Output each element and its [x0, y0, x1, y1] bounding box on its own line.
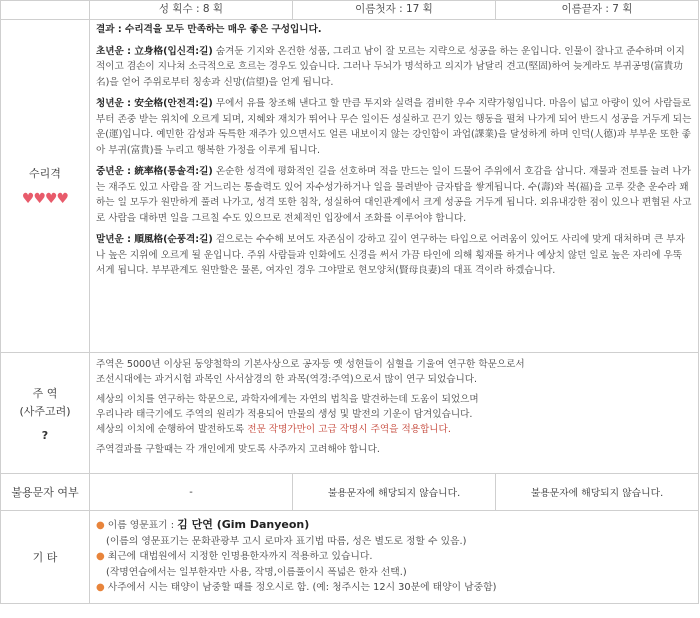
juyeok-label: 주 역: [32, 386, 58, 400]
juyeok-line-2: 조선시대에는 과거시험 과목인 사서삼경의 한 과목(역경:주역)으로서 많이 연구 되었습니다.: [96, 374, 478, 385]
juyeok-line-5a: 세상의 이치에 순행하여 발전하도록: [96, 424, 248, 435]
juyeok-row: [1, 353, 699, 474]
help-icon[interactable]: ?: [41, 428, 49, 442]
fortune-early: [96, 44, 693, 91]
fortune-late: [96, 232, 693, 279]
juyeok-line-5: [96, 422, 693, 437]
bullet-icon: ●: [96, 520, 105, 531]
gita-item-hanja: [96, 549, 692, 565]
gita-item-romanization: [96, 517, 692, 534]
juyeok-highlight: 전문 작명가만이 고급 작명시 주역을 적용합니다.: [247, 424, 451, 435]
juyeok-content: [90, 353, 699, 474]
hanja-note: (작명연습에서는 일부한자만 사용, 작명,이름풀이시 폭넓은 한자 선택.): [106, 566, 407, 578]
suri-result: 결과 : 수리격을 모두 만족하는 매우 좋은 구성입니다.: [96, 24, 322, 35]
bullet-icon: ●: [96, 551, 105, 562]
empty-corner-cell: [1, 1, 90, 20]
fortune-youth-head: 청년운 : 安全格(안전격:길): [96, 98, 213, 109]
last-char-strokes: 이름끝자 : 7 획: [496, 1, 699, 20]
juyeok-line-1: 주역은 5000년 이상된 동양철학의 기본사상으로 공자등 옛 성현들이 심혈을 기울여 연구한 학문으로서: [96, 359, 525, 370]
gita-row: [1, 511, 699, 604]
bulyong-surname: -: [90, 474, 293, 511]
romanized-name: 김 단연 (Gim Danyeon): [177, 518, 310, 531]
bulyong-first: 불용문자에 해당되지 않습니다.: [293, 474, 496, 511]
suri-row: [1, 20, 699, 353]
fortune-late-head: 말년운 : 順風格(순풍격:길): [96, 234, 213, 245]
heart-rating-icon: ♥♥♥♥: [21, 191, 69, 207]
fortune-youth-body: 무에서 유를 창조해 낸다고 할 만큼 투지와 실력을 겸비한 우수 지략가형입니다. 마음이 넓고 아량이 있어 사람들로부터 존중 받는 위치에 오르게 되며, 지혜와 재치가 뛰어나 무슨 일이든 성실하고 끈기 있는 행동을 펼쳐 나가게 되어 반드시 성공을 거두게 되는 운(運)입니다. 예민한 감성과 독특한 재주가 있으면서도 얼른 내보이지 않는 강인함이 과업(課業)을 달성하게 하며 인덕(人德)과 부부운 또한 좋아 부귀(富貴)를 누리고 행복한 가정을 이루게 됩니다.: [96, 98, 692, 156]
fortune-middle-head: 중년운 : 統率格(통솔격:길): [96, 166, 213, 177]
juyeok-line-6: 주역결과를 구할때는 각 개인에게 맞도록 사주까지 고려해야 합니다.: [96, 444, 380, 455]
bulyong-label: 불용문자 여부: [1, 474, 90, 511]
bulyong-last: 불용문자에 해당되지 않습니다.: [496, 474, 699, 511]
stroke-count-row: [1, 1, 699, 20]
fortune-youth: [96, 96, 693, 158]
fortune-early-body: 숨겨둔 기지와 온건한 성품, 그리고 남이 잘 모르는 지략으로 성공을 하는 운입니다. 인물이 잘나고 준수하며 이지적이고 겸손이 지나쳐 소극적으로 흐르는 경우도 있습니다. 그러나 두뇌가 명석하고 의지가 남달리 견고(堅固)하여 늦게라도 부귀공명(富貴功名)을 얻어 주위로부터 칭송과 신망(信望)을 얻게 됩니다.: [96, 45, 685, 88]
bullet-icon: ●: [96, 582, 105, 593]
juyeok-line-4: 우리나라 태극기에도 주역의 원리가 적용되어 만물의 생성 및 발전의 기운이 담겨있습니다.: [96, 409, 473, 420]
juyeok-label-cell: [1, 353, 90, 474]
hanja-text: 최근에 대법원에서 지정한 인명용한자까지 적용하고 있습니다.: [107, 551, 373, 562]
fortune-middle-body: 온순한 성격에 평화적인 길을 선호하며 적을 만드는 일이 드물어 주위에서 호감을 삽니다. 재물과 전토를 늘려 나가는 재주도 있고 사람을 잘 거느리는 통솔력도 있어 자수성가하거나 일을 물려받아 금자탑을 쌓게됩니다. 수(壽)와 복(福)을 고루 갖춘 운수라 꽤하는 일 모두가 원만하게 풀려 나가고, 성격 또한 침착, 성실하여 대인관계에서 크게 성공을 거두게 됩니다. 외유내강한 점이 있으나 편협된 사고로 사람을 대하면 일을 그르칠 수도 있으므로 전체적인 입장에서 조화를 이루어야 합니다.: [96, 166, 692, 224]
suri-label-cell: [1, 20, 90, 353]
fortune-middle: [96, 164, 693, 226]
gita-label: 기 타: [1, 511, 90, 604]
surname-strokes: 성 획수 : 8 획: [90, 1, 293, 20]
gita-content: [90, 511, 699, 604]
bulyong-row: [1, 474, 699, 511]
romanization-prefix: 이름 영문표기 :: [107, 520, 178, 531]
saju-text: 사주에서 시는 태양이 남중할 때를 정오시로 함. (예: 청주시는 12시 30분에 태양이 남중함): [107, 582, 497, 593]
suri-content: [90, 20, 699, 353]
first-char-strokes: 이름첫자 : 17 획: [293, 1, 496, 20]
fortune-early-head: 초년운 : 立身格(입신격:길): [96, 45, 213, 57]
fortune-late-body: 겉으로는 수수해 보여도 자존심이 강하고 깊이 연구하는 타입으로 어려움이 있어도 사리에 맞게 대처하며 큰 부자나 높은 지위에 오르게 될 운입니다. 주위 사람들과 인화에도 신경을 써서 가끔 타인에 의해 횡재를 하거나 예상치 않던 일로 높은 자리에 우뚝 서게 됩니다. 부부관계도 원만할은 물론, 여자인 경우 그야말로 현모양처(賢母良妻)의 대표 격이라 하겠습니다.: [96, 234, 685, 276]
romanization-note: (이름의 영문표기는 문화관광부 고시 로마자 표기법 따름, 성은 별도로 정할 수 있음.): [106, 535, 467, 547]
suri-label: 수리격: [29, 167, 61, 180]
juyeok-line-3: 세상의 이치를 연구하는 학문으로, 과학자에게는 자연의 법칙을 발견하는데 도움이 되었으며: [96, 394, 479, 405]
juyeok-sublabel: (사주고려): [19, 404, 71, 418]
gita-item-saju: [96, 580, 692, 596]
